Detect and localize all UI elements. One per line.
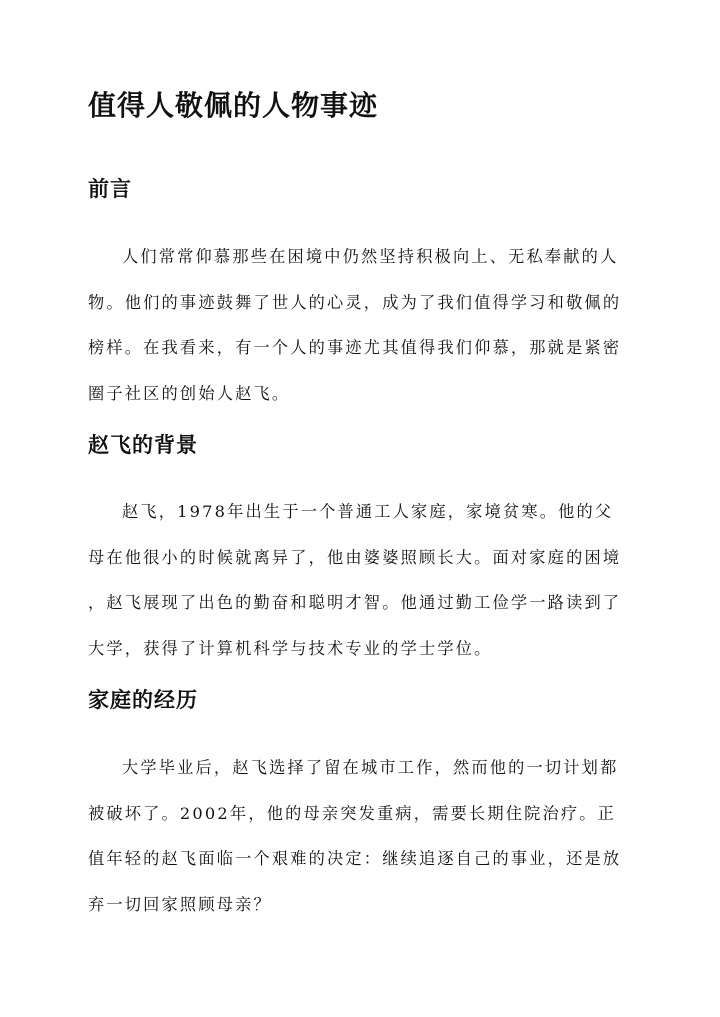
- paragraph-line: 被破坏了。2002年，他的母亲突发重病，需要长期住院治疗。正: [88, 803, 617, 823]
- paragraph-line: 值年轻的赵飞面临一个艰难的决定：继续追逐自己的事业，还是放: [88, 849, 622, 868]
- section-paragraph-background: [88, 489, 633, 671]
- paragraph-line: 母在他很小的时候就离异了，他由婆婆照顾长大。面对家庭的困境: [88, 547, 622, 567]
- paragraph-line: 大学毕业后，赵飞选择了留在城市工作，然而他的一切计划都: [122, 758, 619, 777]
- section-paragraph-preface: [88, 234, 633, 416]
- paragraph-line: 榜样。在我看来，有一个人的事迹尤其值得我们仰慕，那就是紧密: [88, 338, 622, 357]
- paragraph-line: 人们常常仰慕那些在困境中仍然坚持积极向上、无私奉献的人: [122, 247, 619, 266]
- paragraph-line: 大学，获得了计算机科学与技术专业的学士学位。: [88, 638, 493, 658]
- document-title: 值得人敬佩的人物事迹: [88, 89, 379, 122]
- section-paragraph-family: [88, 745, 633, 927]
- section-heading-preface: 前言: [88, 176, 132, 201]
- section-heading-family: 家庭的经历: [88, 687, 198, 712]
- paragraph-line: 弃一切回家照顾母亲？: [88, 894, 272, 914]
- paragraph-line: ，赵飞展现了出色的勤奋和聪明才智。他通过勤工俭学一路读到了: [88, 593, 622, 612]
- section-heading-background: 赵飞的背景: [88, 432, 198, 457]
- paragraph-line: 物。他们的事迹鼓舞了世人的心灵，成为了我们值得学习和敬佩的: [88, 292, 622, 312]
- paragraph-line: 赵飞，1978年出生于一个普通工人家庭，家境贫寒。他的父: [122, 502, 614, 521]
- paragraph-line: 圈子社区的创始人赵飞。: [88, 383, 291, 403]
